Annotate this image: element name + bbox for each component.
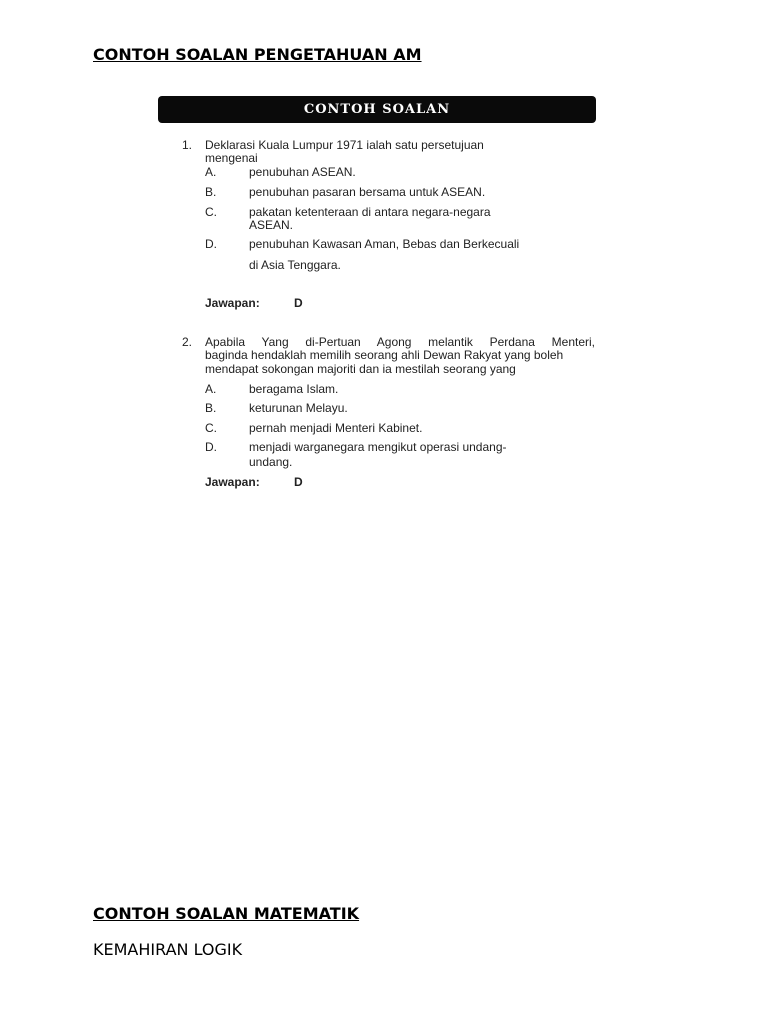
answer-value: D: [294, 475, 303, 489]
option-letter: D.: [205, 237, 217, 251]
option-text: penubuhan Kawasan Aman, Bebas dan Berkecuali: [249, 237, 520, 251]
question-text: baginda hendaklah memilih seorang ahli Dewan Rakyat yang boleh: [205, 348, 564, 362]
option-text: penubuhan pasaran bersama untuk ASEAN.: [249, 185, 486, 199]
option-text: beragama Islam.: [249, 382, 339, 396]
question-number: 2.: [182, 335, 193, 349]
option-letter: B.: [205, 401, 217, 415]
option-letter: B.: [205, 185, 217, 199]
option-text: pakatan ketenteraan di antara negara-negara: [249, 205, 491, 219]
option-text: penubuhan ASEAN.: [249, 165, 356, 179]
question-number: 1.: [182, 138, 193, 152]
option-text: di Asia Tenggara.: [249, 258, 341, 272]
option-text: ASEAN.: [249, 218, 294, 232]
section-heading-general-knowledge: CONTOH SOALAN PENGETAHUAN AM: [93, 45, 422, 64]
answer-label: Jawapan:: [205, 296, 260, 310]
sample-questions-image: [158, 96, 598, 496]
answer-value: D: [294, 296, 303, 310]
section-heading-math: CONTOH SOALAN MATEMATIK: [93, 904, 360, 923]
option-letter: C.: [205, 205, 217, 219]
option-letter: A.: [205, 382, 217, 396]
sample-questions-banner: CONTOH SOALAN: [158, 96, 596, 123]
question-text: mengenai: [205, 151, 258, 165]
option-text: keturunan Melayu.: [249, 401, 348, 415]
option-letter: A.: [205, 165, 217, 179]
answer-label: Jawapan:: [205, 475, 260, 489]
question-text: mendapat sokongan majoriti dan ia mestilah seorang yang: [205, 362, 516, 376]
option-letter: D.: [205, 440, 217, 454]
subheading-logic-skills: KEMAHIRAN LOGIK: [93, 940, 243, 959]
option-text: undang.: [249, 455, 293, 469]
option-text: menjadi warganegara mengikut operasi undang-: [249, 440, 507, 454]
option-text: pernah menjadi Menteri Kabinet.: [249, 421, 423, 435]
option-letter: C.: [205, 421, 217, 435]
question-text: Apabila Yang di-Pertuan Agong melantik Perdana Menteri,: [205, 335, 595, 349]
question-text: Deklarasi Kuala Lumpur 1971 ialah satu persetujuan: [205, 138, 484, 152]
